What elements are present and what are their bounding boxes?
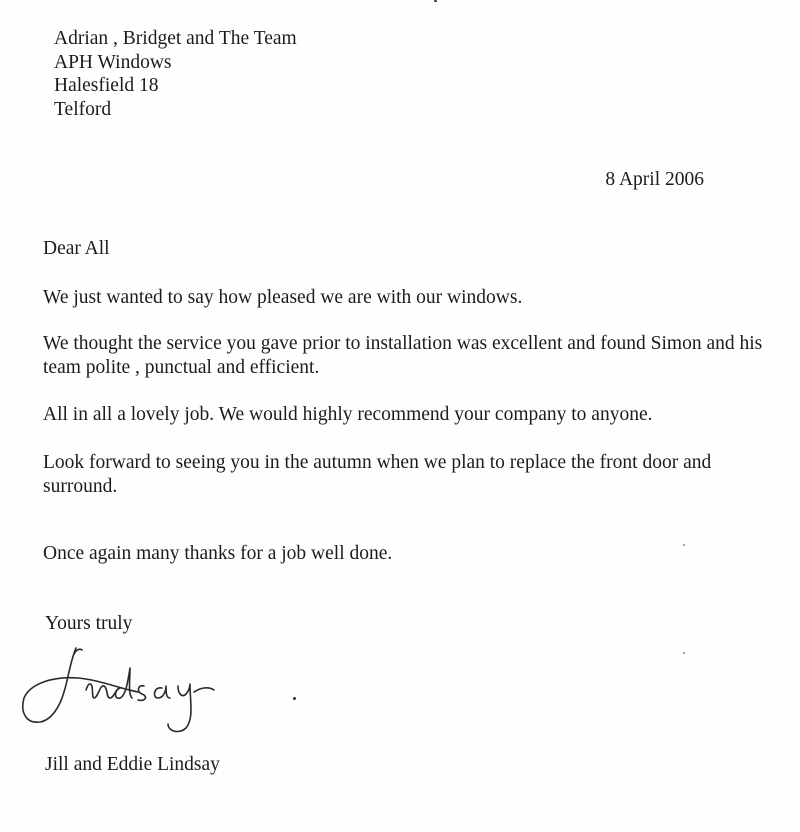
body-paragraph-3: All in all a lovely job. We would highly recommend your company to anyone. bbox=[43, 404, 653, 425]
signer-name: Jill and Eddie Lindsay bbox=[45, 754, 220, 775]
recipient-address bbox=[54, 27, 297, 121]
body-paragraph-4: Look forward to seeing you in the autumn when we plan to replace the front door and surround. bbox=[43, 452, 712, 497]
letter-date: 8 April 2006 bbox=[605, 169, 704, 190]
recipient-line-3: Halesfield 18 bbox=[54, 75, 159, 96]
recipient-line-2: APH Windows bbox=[54, 51, 172, 73]
scan-speck bbox=[293, 697, 296, 700]
body-paragraph-5: Once again many thanks for a job well done. bbox=[43, 543, 393, 564]
scan-speck bbox=[683, 544, 685, 546]
closing: Yours truly bbox=[45, 613, 133, 634]
recipient-line-4: Telford bbox=[54, 98, 112, 120]
scan-speck bbox=[683, 652, 685, 654]
body-paragraph-1: We just wanted to say how pleased we are with our windows. bbox=[43, 287, 523, 308]
scan-speck bbox=[434, 0, 437, 2]
salutation: Dear All bbox=[43, 238, 110, 259]
handwritten-signature bbox=[18, 640, 238, 740]
body-paragraph-2: We thought the service you gave prior to installation was excellent and found Simon and his team polite , punctual and efficient. bbox=[43, 333, 763, 378]
recipient-line-1: Adrian , Bridget and The Team bbox=[54, 28, 297, 49]
